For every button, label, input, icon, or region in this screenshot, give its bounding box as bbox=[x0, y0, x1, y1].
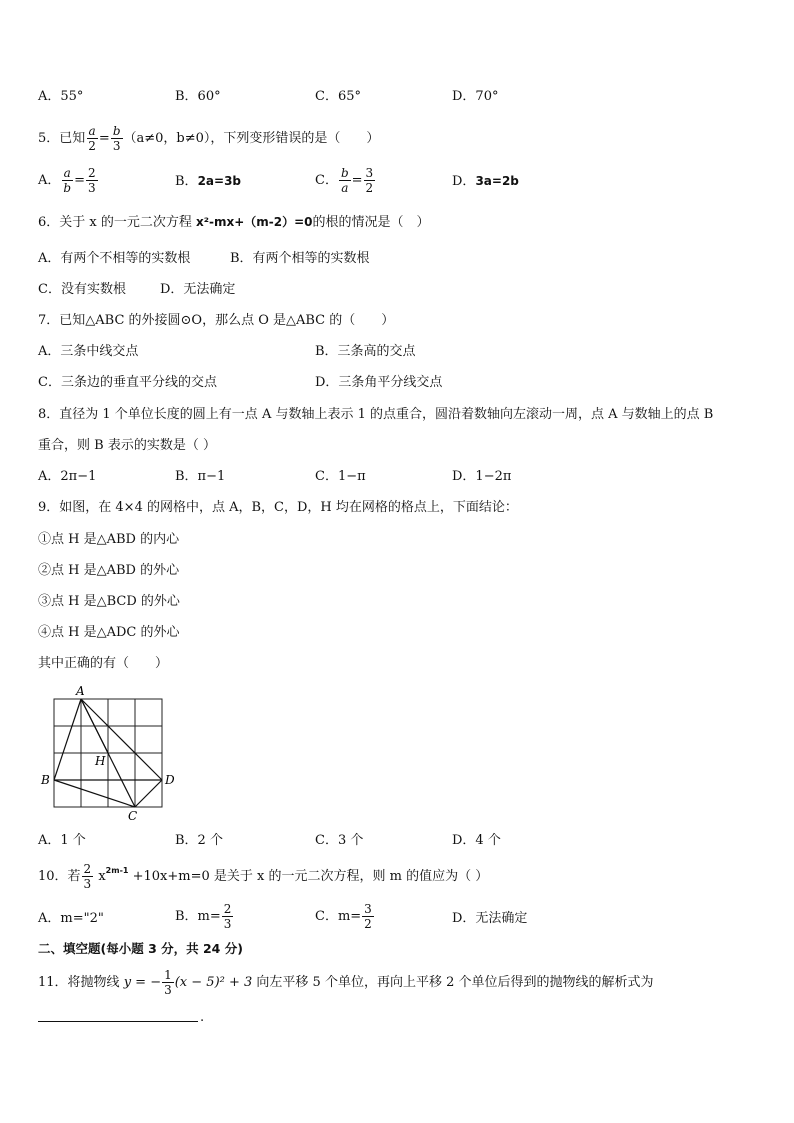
label-B: B bbox=[41, 773, 50, 787]
q10-option-b[interactable]: B．m= $\frac{2}{3}$ bbox=[175, 902, 232, 931]
q5-option-a[interactable]: A． $\frac{a}{b}$ = $\frac{2}{3}$ bbox=[38, 166, 96, 195]
q6-stem: 6．关于 x 的一元二次方程 x²-mx+（m-2）=0的根的情况是（ ） bbox=[38, 215, 430, 230]
q10-option-c[interactable]: C．m= $\frac{3}{2}$ bbox=[315, 902, 372, 931]
q9-question: 其中正确的有（ ） bbox=[38, 656, 169, 671]
q9-option-c[interactable]: C．3 个 bbox=[315, 833, 364, 848]
q5-fraction-b-over-3: $\frac{b}{3}$ bbox=[112, 124, 121, 153]
section-2-heading: 二、填空题(每小题 3 分，共 24 分) bbox=[38, 941, 243, 956]
label-C: C bbox=[128, 809, 138, 823]
q7-option-c[interactable]: C．三条边的垂直平分线的交点 bbox=[38, 375, 217, 390]
q5-option-b[interactable]: B．2a=3b bbox=[175, 174, 242, 189]
q8-option-a[interactable]: A．2π−1 bbox=[38, 469, 97, 484]
q9-option-d[interactable]: D．4 个 bbox=[452, 833, 501, 848]
q8-stem-line2: 重合，则 B 表示的实数是（ ） bbox=[38, 438, 216, 453]
q6-option-c[interactable]: C．没有实数根 bbox=[38, 282, 126, 297]
q6-option-b[interactable]: B．有两个相等的实数根 bbox=[230, 251, 370, 266]
q4-option-a[interactable]: A．55° bbox=[38, 89, 84, 104]
q10-stem: 10．若 $\frac{2}{3}$ $x^{2m-1} +10x+m=0$ 是关于 x 的一元二次方程，则 m 的值应为（ ） bbox=[38, 862, 489, 891]
q11-answer-blank[interactable] bbox=[38, 1021, 198, 1022]
q4-option-c[interactable]: C．65° bbox=[315, 89, 361, 104]
q5-option-d[interactable]: D．3a=2b bbox=[452, 174, 519, 189]
q6-option-d[interactable]: D．无法确定 bbox=[160, 282, 236, 297]
q7-option-d[interactable]: D．三条角平分线交点 bbox=[315, 375, 443, 390]
q10-option-d[interactable]: D．无法确定 bbox=[452, 911, 528, 926]
q5-option-c[interactable]: C． $\frac{b}{a}$ = $\frac{3}{2}$ bbox=[315, 166, 374, 195]
q9-option-b[interactable]: B．2 个 bbox=[175, 833, 223, 848]
q9-stem: 9．如图，在 4×4 的网格中，点 A，B，C，D，H 均在网格的格点上，下面结论： bbox=[38, 500, 518, 515]
label-H: H bbox=[95, 754, 106, 768]
q8-stem-line1: 8．直径为 1 个单位长度的圆上有一点 A 与数轴上表示 1 的点重合，圆沿着数轴向左滚动一周，点 A 与数轴上的点 B bbox=[38, 407, 714, 422]
q7-option-b[interactable]: B．三条高的交点 bbox=[315, 344, 416, 359]
q5-prefix: 5．已知 bbox=[38, 131, 86, 146]
q7-stem: 7．已知△ABC 的外接圆⊙O，那么点 O 是△ABC 的（ ） bbox=[38, 313, 395, 328]
q9-statement-4: ④点 H 是△ADC 的外心 bbox=[38, 625, 180, 640]
q5-suffix: （a≠0，b≠0），下列变形错误的是（ ） bbox=[123, 131, 380, 146]
q9-grid-figure bbox=[38, 683, 173, 821]
q9-statement-2: ②点 H 是△ABD 的外心 bbox=[38, 563, 180, 578]
q4-option-d[interactable]: D．70° bbox=[452, 89, 499, 104]
label-A: A bbox=[76, 684, 85, 698]
q5-fraction-a-over-2: $\frac{a}{2}$ bbox=[88, 124, 96, 153]
q9-statement-3: ③点 H 是△BCD 的外心 bbox=[38, 594, 180, 609]
q8-option-b[interactable]: B．π−1 bbox=[175, 469, 226, 484]
q4-option-b[interactable]: B．60° bbox=[175, 89, 221, 104]
q11-period: . bbox=[200, 1010, 205, 1025]
q8-option-d[interactable]: D．1−2π bbox=[452, 469, 512, 484]
q5-stem: 5．已知 $\frac{a}{2}$ = $\frac{b}{3}$ （a≠0，b≠0），下列变形错误的是（ ） bbox=[38, 124, 380, 153]
q8-option-c[interactable]: C．1−π bbox=[315, 469, 366, 484]
q9-option-a[interactable]: A．1 个 bbox=[38, 833, 86, 848]
q10-option-a[interactable]: A．m="2" bbox=[38, 911, 104, 926]
label-D: D bbox=[165, 773, 175, 787]
q9-statement-1: ①点 H 是△ABD 的内心 bbox=[38, 532, 180, 547]
q6-option-a[interactable]: A．有两个不相等的实数根 bbox=[38, 251, 191, 266]
q11-stem: 11．将抛物线 y = − $\frac{1}{3}$ (x − 5)² + 3 向左平移 5 个单位，再向上平移 2 个单位后得到的抛物线的解析式为 bbox=[38, 968, 654, 997]
q7-option-a[interactable]: A．三条中线交点 bbox=[38, 344, 139, 359]
